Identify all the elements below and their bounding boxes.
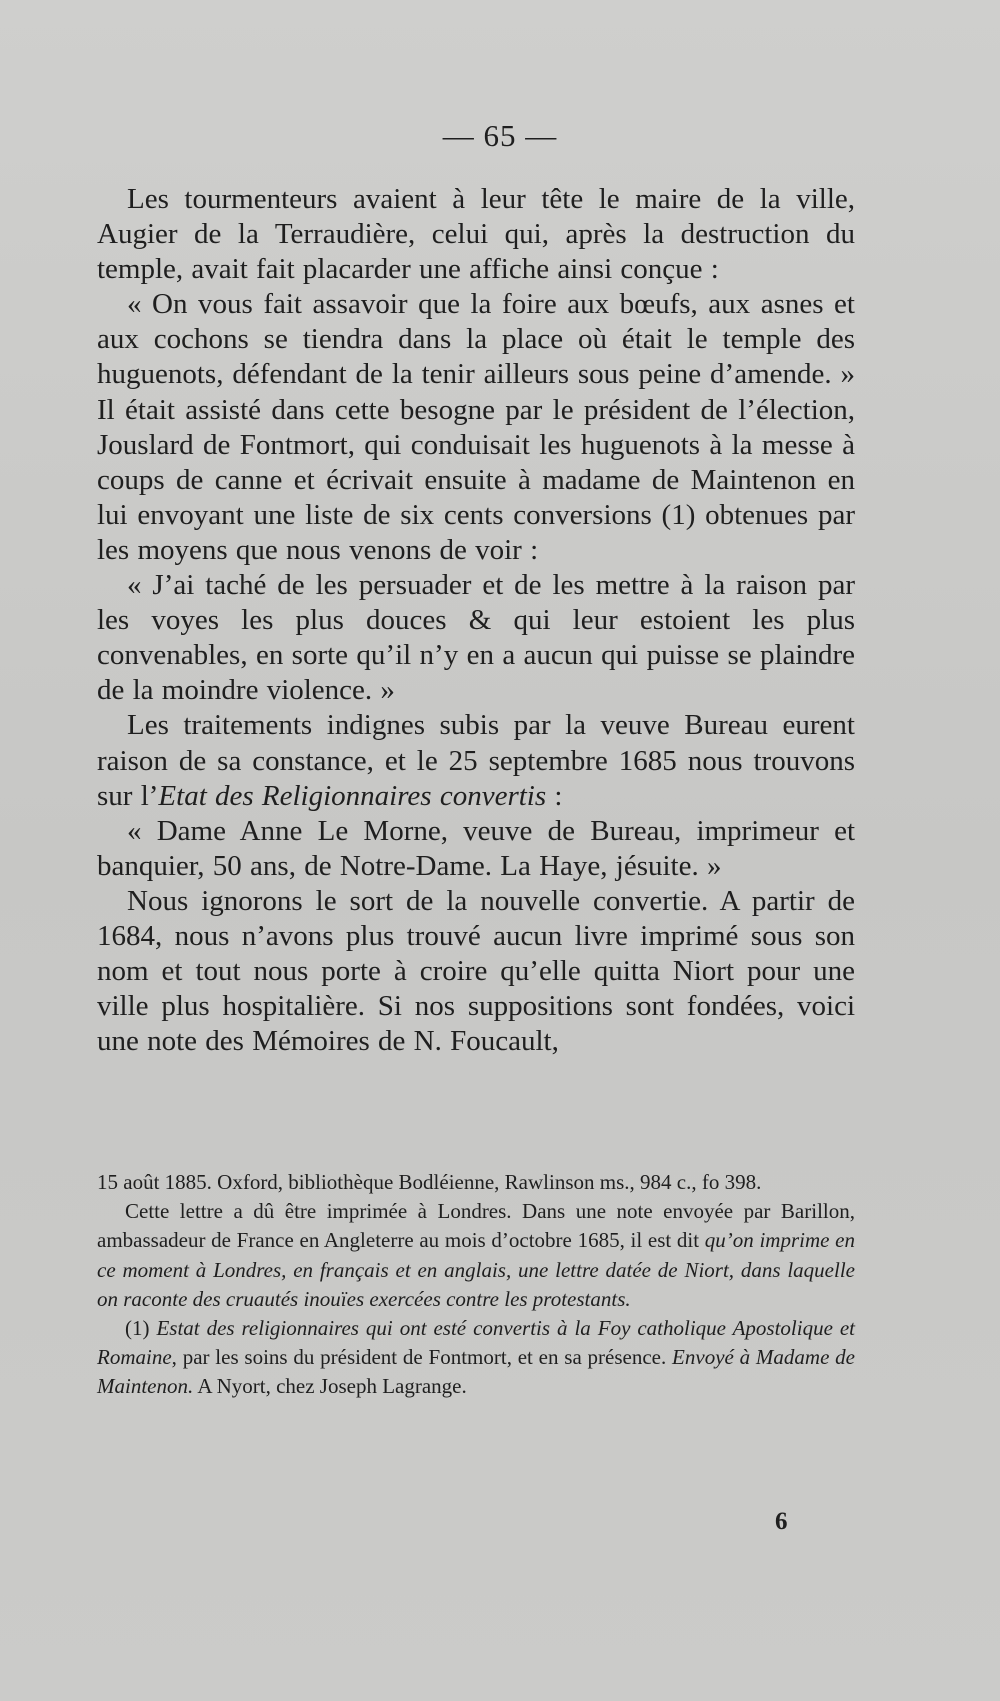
footnote-1-imprint: A Nyort, chez Joseph Lagrange. [193,1374,467,1399]
footnote-1-text: , par les soins du président de Fontmort, et en sa présence. [171,1345,673,1370]
paragraph-4-text: Les traitements indignes subis par la veuve Bureau eurent raison de sa constance, et le 25 septembre 1685 nous trouvons sur l’ [97,709,855,812]
footnote-1 [97,1314,855,1402]
footnote-1-dedication: Envoyé à Madame de Maintenon. [97,1345,855,1399]
paragraph-6: Nous ignorons le sort de la nouvelle convertie. A partir de 1684, nous n’avons plus trouvé aucun livre imprimé sous son nom et tout nous porte à croire qu’elle quitta Niort pour une ville plus hospitalière. Si nos suppositions sont fondées, voici une note des Mémoires de N. Foucault, [97,884,855,1058]
body-text [97,182,855,1059]
footnote-letter-text: Cette lettre a dû être imprimée à Londres. Dans une note envoyée par Barillon, ambassadeur de France en Angleterre au mois d’octobre 1685, il est dit [97,1199,855,1253]
paragraph-4-end: : [546,779,563,812]
footnote-letter-quote: qu’on imprime en ce moment à Londres, en français et en anglais, une lettre datée de Niort, dans laquelle on raconte des cruautés inouïes exercées contre les protestants. [97,1228,855,1311]
paragraph-4 [97,708,855,813]
footnote-1-title: Estat des religionnaires qui ont esté convertis à la Foy catholique Apostolique et Romaine [97,1316,855,1370]
paragraph-5: « Dame Anne Le Morne, veuve de Bureau, imprimeur et banquier, 50 ans, de Notre-Dame. La Haye, jésuite. » [97,814,855,882]
footnote-continued: 15 août 1885. Oxford, bibliothèque Bodléienne, Rawlinson ms., 984 c., fo 398. [97,1170,762,1194]
paragraph-3: « J’ai taché de les persuader et de les mettre à la raison par les voyes les plus douces & qui leur estoient les plus convenables, en sorte qu’il n’y en a aucun qui puisse se plaindre de la moindre violence. » [97,569,855,707]
signature-mark: 6 [775,1508,788,1535]
paragraph-2: « On vous fait assavoir que la foire aux bœufs, aux asnes et aux cochons se tiendra dans la place où était le temple des huguenots, défendant de la tenir ailleurs sous peine d’amende. » Il était assisté dans cette besogne par le président de l’élection, Jouslard de Fontmort, qui conduisait les huguenots à la messe à coups de canne et écrivait ensuite à madame de Maintenon en lui envoyant une liste de six cents conversions (1) obtenues par les moyens que nous venons de voir : [97,288,855,566]
footnote-1-marker: (1) [125,1316,157,1341]
paragraph-4-title: Etat des Religionnaires convertis [158,779,547,812]
page-number: — 65 — [442,118,558,153]
footnotes [97,1168,855,1402]
paragraph-1: Les tourmenteurs avaient à leur tête le maire de la ville, Augier de la Terraudière, celui qui, après la destruction du temple, avait fait placarder une affiche ainsi conçue : [97,183,855,286]
footnote-letter [97,1197,855,1314]
